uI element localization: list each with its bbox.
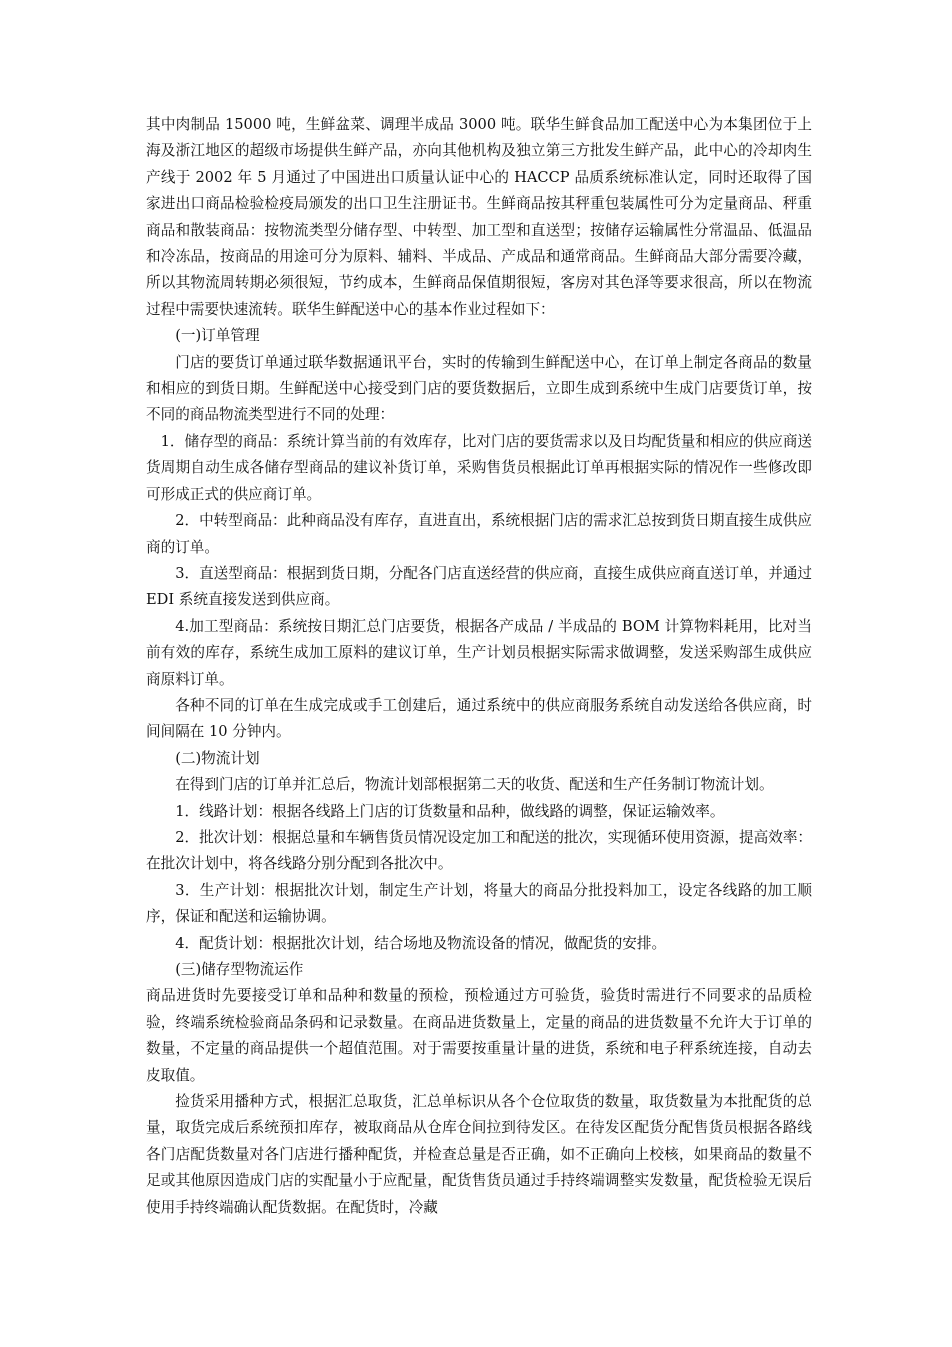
paragraph-order-intro: 门店的要货订单通过联华数据通讯平台，实时的传输到生鲜配送中心，在订单上制定各商品的数量和相应的到货日期。生鲜配送中心接受到门店的要货数据后，立即生成到系统中生成门店要货订单，按不同的商品物流类型进行不同的处理： xyxy=(146,353,812,424)
paragraph-order-dispatch: 各种不同的订单在生成完成或手工创建后，通过系统中的供应商服务系统自动发送给各供应商，时间间隔在 10 分钟内。 xyxy=(146,696,812,741)
paragraph-intro: 其中肉制品 15000 吨，生鲜盆菜、调理半成品 3000 吨。联华生鲜食品加工配送中心为本集团位于上海及浙江地区的超级市场提供生鲜产品，亦向其他机构及独立第三方批发生鲜产品，此中心的冷却肉生产线于 2002 年 5 月通过了中国进出口质量认证中心的 HACCP 品质系统标准认定，同时还取得了国家进出口商品检验检疫局颁发的出口卫生注册证书。生鲜商品按其秤重包装属性可分为定量商品、秤重商品和散装商品：按物流类型分储存型、中转型、加工型和直送型；按储存运输属性分常温品、低温品和冷冻品，按商品的用途可分为原料、辅料、半成品、产成品和通常商品。生鲜商品大部分需要冷藏，所以其物流周转期必须很短，节约成本，生鲜商品保值期很短，客房对其色泽等要求很高，所以在物流过程中需要快速流转。联华生鲜配送中心的基本作业过程如下： xyxy=(146,116,812,318)
document-body xyxy=(146,112,812,1221)
paragraph-direct-goods: 3．直送型商品：根据到货日期，分配各门店直送经营的供应商，直接生成供应商直送订单，并通过 EDI 系统直接发送到供应商。 xyxy=(146,564,813,609)
paragraph-production-plan: 3．生产计划：根据批次计划，制定生产计划，将量大的商品分批投料加工，设定各线路的加工顺序，保证和配送和运输协调。 xyxy=(146,881,812,926)
paragraph-processed-goods: 4.加工型商品：系统按日期汇总门店要货，根据各产成品 / 半成品的 BOM 计算物料耗用，比对当前有效的库存，系统生成加工原料的建议订单，生产计划员根据实际需求做调整，发送采购部生成供应商原料订单。 xyxy=(146,617,812,688)
paragraph-batch-plan: 2．批次计划：根据总量和车辆售货员情况设定加工和配送的批次，实现循环使用资源，提高效率：在批次计划中，将各线路分别分配到各批次中。 xyxy=(146,828,813,873)
paragraph-transfer-goods: 2．中转型商品：此种商品没有库存，直进直出，系统根据门店的需求汇总按到货日期直接生成供应商的订单。 xyxy=(146,512,813,556)
section-heading-storage-operations: (三)储存型物流运作 xyxy=(175,961,304,978)
paragraph-receiving: 商品进货时先要接受订单和品种和数量的预检，预检通过方可验货，验货时需进行不同要求的品质检验，终端系统检验商品条码和记录数量。在商品进货数量上，定量的商品的进货数量不允许大于订单的数量，不定量的商品提供一个超值范围。对于需要按重量计量的进货，系统和电子秤系统连接，自动去皮取值。 xyxy=(146,987,812,1084)
paragraph-distribution-plan: 4．配货计划：根据批次计划，结合场地及物流设备的情况，做配货的安排。 xyxy=(175,934,667,952)
paragraph-storage-goods: 1．储存型的商品：系统计算当前的有效库存，比对门店的要货需求以及日均配货量和相应的供应商送货周期自动生成各储存型商品的建议补货订单，采购售货员根据此订单再根据实际的情况作一些修改即可形成正式的供应商订单。 xyxy=(146,432,813,503)
paragraph-plan-intro: 在得到门店的订单并汇总后，物流计划部根据第二天的收货、配送和生产任务制订物流计划。 xyxy=(175,776,774,794)
paragraph-picking: 捡货采用播种方式，根据汇总取货，汇总单标识从各个仓位取货的数量，取货数量为本批配货的总量，取货完成后系统预扣库存，被取商品从仓库仓间拉到待发区。在待发区配货分配售货员根据各路线各门店配货数量对各门店进行播种配货，并检查总量是否正确，如不正确向上校核，如果商品的数量不足或其他原因造成门店的实配量小于应配量，配货售货员通过手持终端调整实发数量，配货检验无误后使用手持终端确认配货数据。在配货时，冷藏 xyxy=(146,1093,812,1216)
section-heading-logistics-plan: (二)物流计划 xyxy=(175,749,260,767)
paragraph-route-plan: 1．线路计划：根据各线路上门店的订货数量和品种，做线路的调整，保证运输效率。 xyxy=(175,802,725,820)
section-heading-order-management: (一)订单管理 xyxy=(175,327,260,345)
